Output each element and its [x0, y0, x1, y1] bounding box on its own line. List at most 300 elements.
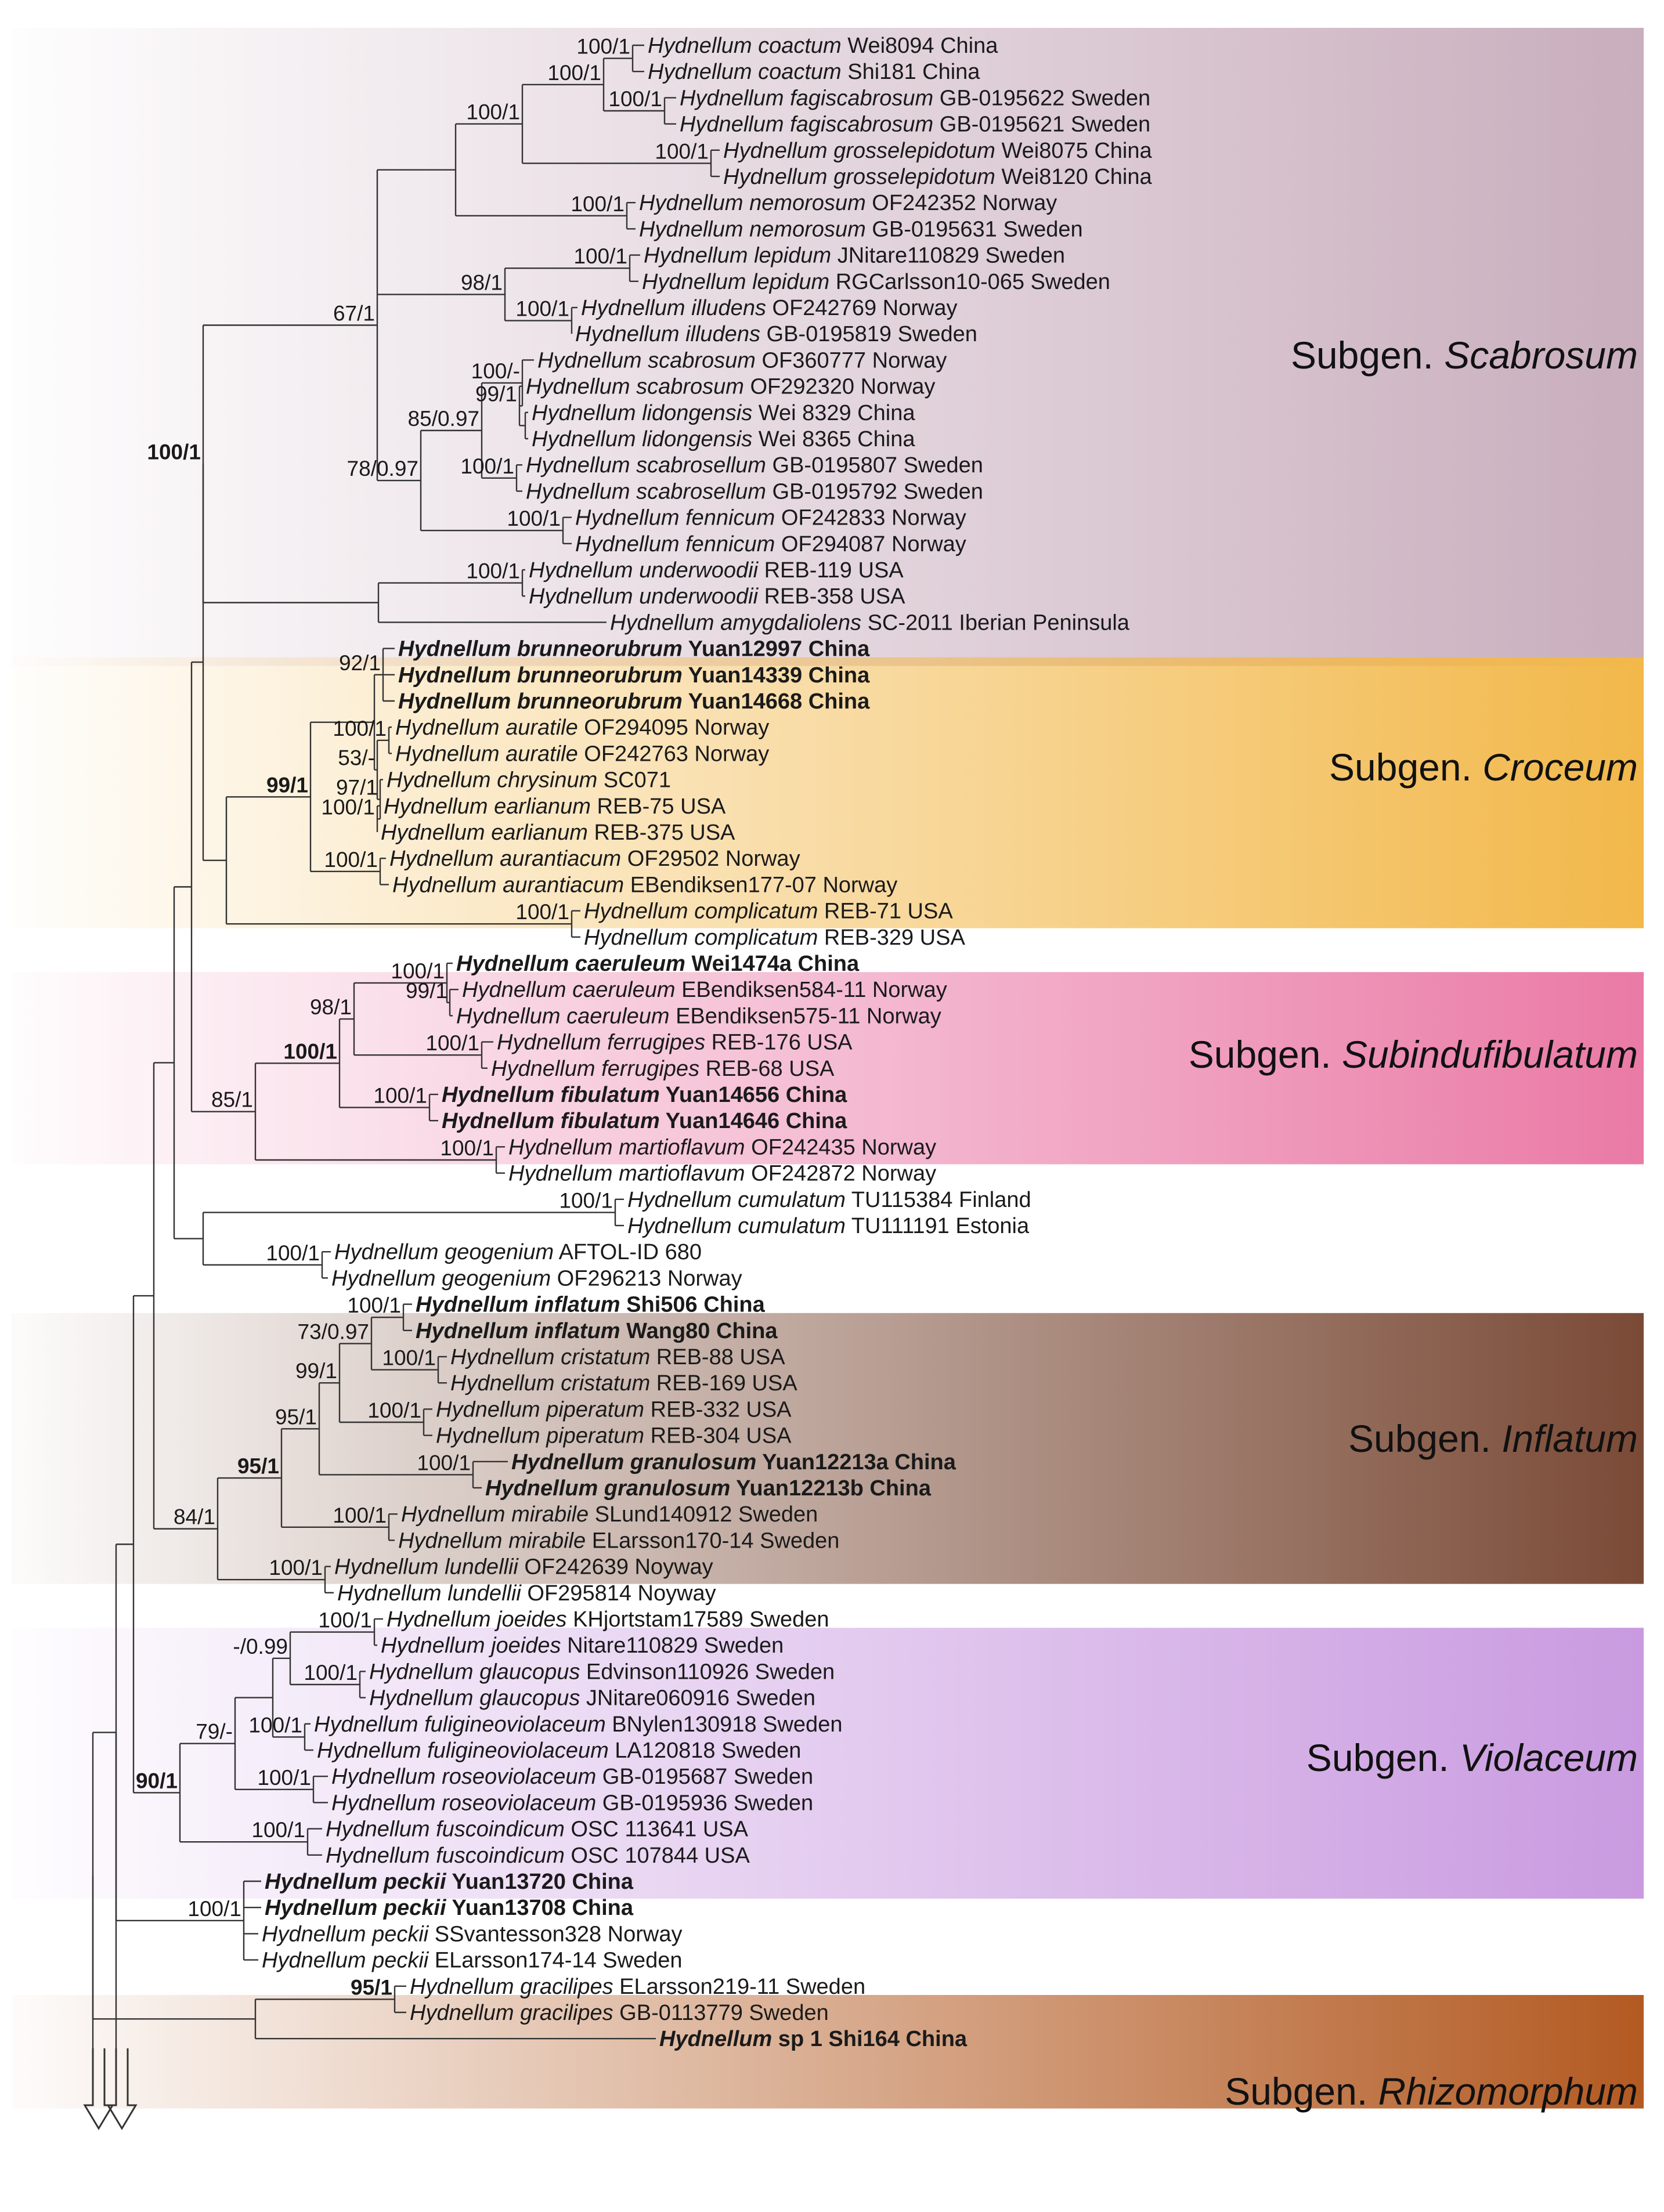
- taxon-genus: Hydnellum: [436, 1397, 540, 1422]
- subgenus-label: [1291, 334, 1638, 377]
- support-value: 100/1: [576, 34, 630, 59]
- taxon-voucher: OF295814 Noyway: [521, 1581, 716, 1606]
- taxon-voucher: BNylen130918 Sweden: [605, 1712, 843, 1737]
- taxon-epithet: mirabile: [505, 1502, 589, 1527]
- taxon-voucher: Yuan12213b China: [730, 1476, 931, 1501]
- support-value: 100/1: [559, 1188, 613, 1213]
- taxon-genus: Hydnellum: [450, 1371, 555, 1396]
- taxon-voucher: GB-0113779 Sweden: [613, 2001, 829, 2025]
- support-value: 100/1: [248, 1713, 302, 1737]
- taxon-voucher: Wang80 China: [620, 1318, 778, 1343]
- taxon-genus: Hydnellum: [526, 374, 630, 399]
- taxon-genus: Hydnellum: [529, 558, 633, 583]
- taxon-voucher: REB-119 USA: [758, 558, 904, 583]
- taxon-label: [265, 1896, 634, 1920]
- taxon-genus: Hydnellum: [532, 400, 636, 425]
- taxon-genus: Hydnellum: [491, 1056, 595, 1081]
- taxon-label: [508, 1162, 936, 1186]
- support-value: 100/1: [266, 1241, 320, 1265]
- taxon-epithet: scabrosum: [630, 374, 744, 399]
- taxon-genus: Hydnellum: [462, 978, 566, 1003]
- taxon-label: [529, 584, 905, 609]
- support-value: 100/1: [318, 1608, 372, 1632]
- taxon-label: [532, 427, 915, 451]
- taxon-epithet: auratile: [499, 715, 578, 740]
- taxon-label: [659, 2027, 968, 2051]
- support-value: 78/0.97: [346, 457, 418, 481]
- support-value: 99/1: [405, 978, 447, 1003]
- support-value: 100/-: [471, 359, 520, 383]
- taxon-epithet: joeides: [490, 1607, 567, 1632]
- taxon-voucher: GB-0195936 Sweden: [596, 1791, 814, 1816]
- taxon-genus: Hydnellum: [381, 1633, 485, 1658]
- taxon-voucher: OF242435 Norway: [745, 1135, 937, 1160]
- taxon-voucher: sp 1 Shi164 China: [772, 2027, 968, 2052]
- taxon-epithet: fuscoindicum: [429, 1817, 565, 1842]
- taxon-label: [627, 1214, 1030, 1238]
- taxon-label: [456, 1004, 941, 1028]
- taxon-epithet: illudens: [685, 296, 766, 320]
- subgenus-label: [1189, 1033, 1638, 1076]
- support-value: 95/1: [275, 1405, 317, 1429]
- taxon-genus: Hydnellum: [644, 243, 748, 268]
- taxon-genus: Hydnellum: [680, 86, 784, 111]
- subgenus-prefix: Subgen.: [1290, 334, 1445, 377]
- support-value: 100/1: [573, 244, 627, 269]
- subgenus-prefix: Subgen.: [1225, 2070, 1378, 2113]
- taxon-epithet: nemorosum: [743, 191, 866, 216]
- taxon-epithet: cumulatum: [731, 1214, 846, 1238]
- taxon-label: [491, 1057, 835, 1081]
- taxon-voucher: Yuan14656 China: [659, 1083, 847, 1107]
- taxon-label: [395, 742, 769, 766]
- taxon-label: [334, 1555, 713, 1580]
- taxon-voucher: REB-176 USA: [705, 1030, 853, 1055]
- support-value: 100/1: [324, 847, 378, 872]
- support-value: 79/-: [196, 1719, 233, 1744]
- taxon-genus: Hydnellum: [262, 1922, 366, 1947]
- subgenus-prefix: Subgen.: [1348, 1417, 1502, 1460]
- taxon-genus: Hydnellum: [584, 925, 688, 950]
- taxon-label: [410, 1975, 865, 1999]
- taxon-voucher: Wei1474a China: [685, 952, 860, 976]
- taxon-voucher: GB-0195631 Sweden: [865, 217, 1083, 242]
- taxon-epithet: gracilipes: [514, 1974, 613, 1999]
- support-value: 100/1: [251, 1818, 305, 1842]
- taxon-voucher: Yuan13708 China: [446, 1896, 634, 1921]
- taxon-voucher: EBendiksen584-11 Norway: [675, 978, 947, 1003]
- taxon-genus: Hydnellum: [381, 821, 485, 845]
- taxon-label: [485, 1476, 932, 1501]
- taxon-genus: Hydnellum: [410, 2001, 514, 2025]
- taxon-genus: Hydnellum: [508, 1161, 613, 1186]
- taxon-epithet: gracilipes: [514, 2001, 613, 2025]
- taxon-label: [398, 637, 870, 662]
- taxon-epithet: peckii: [377, 1870, 446, 1894]
- support-value: 100/1: [304, 1661, 358, 1685]
- taxon-epithet: glaucopus: [473, 1660, 580, 1685]
- taxon-genus: Hydnellum: [398, 663, 511, 688]
- taxon-genus: Hydnellum: [529, 584, 633, 609]
- taxon-epithet: peckii: [366, 1948, 429, 1973]
- taxon-label: [627, 1188, 1031, 1212]
- taxon-genus: Hydnellum: [331, 1791, 436, 1816]
- subgenus-label: [1348, 1417, 1638, 1460]
- taxon-genus: Hydnellum: [410, 1974, 514, 1999]
- taxon-label: [410, 2001, 829, 2025]
- taxon-genus: Hydnellum: [265, 1896, 378, 1921]
- taxon-genus: Hydnellum: [581, 296, 685, 320]
- taxon-voucher: Shi506 China: [620, 1292, 765, 1317]
- taxon-label: [331, 1266, 742, 1291]
- taxon-epithet: lepidum: [746, 269, 830, 294]
- taxon-genus: Hydnellum: [416, 1318, 529, 1343]
- taxon-genus: Hydnellum: [537, 348, 642, 373]
- support-value: 100/1: [655, 139, 709, 164]
- taxon-label: [369, 1660, 835, 1684]
- subgenus-label: [1329, 746, 1638, 789]
- taxon-genus: Hydnellum: [532, 427, 636, 451]
- taxon-voucher: GB-0195687 Sweden: [596, 1765, 814, 1790]
- support-value: 73/0.97: [297, 1320, 369, 1344]
- taxon-voucher: REB-304 USA: [644, 1423, 792, 1448]
- taxon-epithet: grosselepidotum: [827, 138, 995, 163]
- support-value: 98/1: [460, 270, 503, 295]
- taxon-voucher: LA120818 Sweden: [608, 1738, 802, 1763]
- taxon-genus: Hydnellum: [262, 1948, 366, 1973]
- taxon-voucher: Yuan12213a China: [756, 1450, 956, 1474]
- taxon-label: [442, 1083, 847, 1107]
- taxon-voucher: Yuan14668 China: [682, 689, 870, 714]
- taxon-voucher: OF242763 Norway: [577, 742, 770, 767]
- taxon-epithet: fagiscabrosum: [784, 86, 934, 111]
- support-value: 100/1: [373, 1083, 427, 1108]
- taxon-epithet: cristatum: [554, 1345, 651, 1369]
- subgenus-name: Croceum: [1482, 746, 1638, 789]
- taxon-label: [680, 86, 1150, 110]
- taxon-epithet: illudens: [679, 322, 760, 347]
- taxon-label: [381, 1633, 784, 1658]
- taxon-genus: Hydnellum: [485, 1476, 598, 1501]
- taxon-genus: Hydnellum: [331, 1765, 436, 1790]
- support-value: 84/1: [173, 1505, 215, 1529]
- support-value: 99/1: [475, 382, 517, 406]
- taxon-genus: Hydnellum: [508, 1135, 613, 1160]
- taxon-voucher: Edvinson110926 Sweden: [580, 1660, 835, 1685]
- taxon-voucher: SC071: [597, 768, 671, 793]
- taxon-voucher: OSC 107844 USA: [564, 1843, 750, 1868]
- taxon-label: [331, 1765, 813, 1789]
- taxon-label: [575, 322, 977, 346]
- support-value: 53/-: [338, 746, 375, 770]
- taxon-label: [575, 506, 966, 530]
- taxon-epithet: lidongensis: [636, 427, 753, 451]
- taxon-epithet: peckii: [377, 1896, 446, 1921]
- taxon-epithet: martioflavum: [612, 1135, 745, 1160]
- taxon-genus: Hydnellum: [511, 1450, 625, 1474]
- taxon-genus: Hydnellum: [401, 1502, 506, 1527]
- taxon-epithet: lepidum: [748, 243, 832, 268]
- taxon-label: [526, 375, 935, 399]
- taxon-label: [401, 1502, 818, 1527]
- taxon-epithet: piperatum: [540, 1423, 645, 1448]
- support-value: 100/1: [425, 1031, 479, 1056]
- taxon-label: [462, 978, 947, 1002]
- support-value: 100/1: [333, 1503, 387, 1527]
- taxon-label: [508, 1135, 936, 1159]
- taxon-genus: Hydnellum: [398, 637, 511, 662]
- support-value: 100/1: [466, 100, 520, 124]
- taxon-label: [389, 847, 800, 871]
- taxon-genus: Hydnellum: [436, 1423, 540, 1448]
- taxon-label: [331, 1791, 813, 1815]
- taxon-epithet: caeruleum: [560, 1004, 670, 1029]
- taxon-epithet: caeruleum: [569, 952, 685, 976]
- taxon-label: [314, 1712, 842, 1737]
- taxon-label: [436, 1424, 792, 1448]
- taxon-label: [387, 768, 671, 793]
- taxon-voucher: OF294095 Norway: [577, 715, 770, 740]
- taxon-genus: Hydnellum: [442, 1109, 555, 1134]
- taxon-genus: Hydnellum: [326, 1817, 430, 1842]
- support-value: 99/1: [266, 773, 308, 797]
- taxon-voucher: REB-68 USA: [699, 1056, 835, 1081]
- taxon-voucher: GB-0195792 Sweden: [766, 479, 983, 504]
- taxon-label: [326, 1844, 750, 1868]
- taxon-epithet: peckii: [366, 1922, 429, 1947]
- taxon-genus: Hydnellum: [265, 1870, 378, 1894]
- support-value: 97/1: [335, 775, 378, 800]
- taxon-voucher: REB-88 USA: [650, 1345, 785, 1369]
- taxon-genus: Hydnellum: [387, 1607, 491, 1632]
- taxon-voucher: KHjortstam17589 Sweden: [566, 1607, 829, 1632]
- taxon-label: [680, 113, 1150, 137]
- support-value: 92/1: [338, 650, 381, 675]
- taxon-voucher: REB-329 USA: [818, 925, 965, 950]
- taxon-genus: Hydnellum: [642, 269, 746, 294]
- support-value: -/0.99: [233, 1634, 288, 1658]
- taxon-label: [450, 1345, 785, 1369]
- taxon-label: [584, 926, 965, 950]
- taxon-epithet: fibulatum: [554, 1083, 660, 1107]
- taxon-voucher: JNitare060916 Sweden: [580, 1686, 815, 1711]
- taxon-epithet: aurantiacum: [496, 873, 625, 898]
- taxon-label: [398, 689, 870, 714]
- taxon-genus: Hydnellum: [627, 1187, 732, 1212]
- taxon-epithet: fuscoindicum: [429, 1843, 565, 1868]
- taxon-genus: Hydnellum: [723, 165, 828, 189]
- support-value: 99/1: [295, 1359, 337, 1383]
- support-value: 100/1: [417, 1451, 471, 1475]
- taxon-label: [723, 165, 1152, 189]
- taxon-epithet: ferrugipes: [595, 1056, 700, 1081]
- taxon-label: [398, 663, 870, 688]
- taxon-epithet: earlianum: [485, 821, 588, 845]
- taxon-genus: Hydnellum: [389, 847, 494, 872]
- taxon-voucher: TU115384 Finland: [845, 1187, 1031, 1212]
- taxon-epithet: ferrugipes: [601, 1030, 706, 1055]
- taxon-label: [262, 1949, 683, 1973]
- taxon-voucher: OF296213 Norway: [551, 1266, 742, 1291]
- taxon-label: [369, 1686, 815, 1711]
- taxon-genus: Hydnellum: [648, 60, 752, 85]
- taxon-genus: Hydnellum: [392, 873, 497, 898]
- taxon-voucher: Yuan12997 China: [682, 637, 870, 662]
- taxon-genus: Hydnellum: [331, 1266, 436, 1291]
- taxon-label: [639, 217, 1083, 241]
- support-value: 85/1: [211, 1087, 253, 1112]
- taxon-genus: Hydnellum: [369, 1686, 474, 1711]
- taxon-genus: Hydnellum: [334, 1555, 439, 1580]
- taxon-genus: Hydnellum: [416, 1292, 529, 1317]
- taxon-epithet: caeruleum: [566, 978, 676, 1003]
- taxon-voucher: OF242872 Norway: [745, 1161, 937, 1186]
- taxon-genus: Hydnellum: [398, 1528, 503, 1553]
- taxon-label: [511, 1450, 956, 1474]
- taxon-epithet: nemorosum: [743, 217, 866, 242]
- taxon-voucher: ELarsson174-14 Sweden: [428, 1948, 683, 1973]
- support-value: 100/1: [257, 1765, 311, 1790]
- taxon-epithet: aurantiacum: [493, 847, 622, 872]
- support-value: 100/1: [440, 1136, 494, 1160]
- taxon-epithet: brunneorubrum: [511, 689, 683, 714]
- taxon-epithet: piperatum: [540, 1397, 645, 1422]
- taxon-voucher: REB-75 USA: [590, 794, 726, 819]
- taxon-label: [436, 1397, 792, 1422]
- taxon-epithet: brunneorubrum: [511, 663, 683, 688]
- taxon-genus: Hydnellum: [639, 191, 743, 216]
- support-value: 100/1: [347, 1293, 401, 1318]
- taxon-label: [537, 348, 947, 373]
- taxon-label: [644, 244, 1065, 268]
- taxon-voucher: OF242639 Noyway: [518, 1555, 713, 1580]
- taxon-epithet: geogenium: [438, 1240, 554, 1265]
- taxon-epithet: lundellii: [438, 1555, 518, 1580]
- taxon-genus: Hydnellum: [334, 1240, 439, 1265]
- taxon-epithet: fennicum: [679, 532, 775, 556]
- taxon-epithet: earlianum: [488, 794, 591, 819]
- taxon-genus: Hydnellum: [584, 899, 688, 924]
- taxon-epithet: fibulatum: [554, 1109, 660, 1134]
- taxon-genus: Hydnellum: [450, 1345, 555, 1369]
- taxon-epithet: fagiscabrosum: [784, 112, 934, 137]
- taxon-voucher: OF242769 Norway: [766, 296, 958, 320]
- taxon-voucher: GB-0195622 Sweden: [933, 86, 1151, 111]
- taxon-label: [450, 1371, 797, 1396]
- taxon-label: [416, 1319, 778, 1343]
- taxon-genus: Hydnellum: [575, 505, 680, 530]
- taxon-label: [265, 1870, 634, 1894]
- taxon-epithet: inflatum: [528, 1318, 620, 1343]
- taxon-label: [526, 479, 983, 504]
- taxon-epithet: cristatum: [554, 1371, 651, 1396]
- taxon-genus: Hydnellum: [526, 453, 630, 478]
- taxon-epithet: glaucopus: [473, 1686, 580, 1711]
- support-value: 100/1: [382, 1346, 436, 1370]
- taxon-voucher: REB-71 USA: [818, 899, 953, 924]
- taxon-epithet: coactum: [752, 60, 842, 85]
- taxon-epithet: coactum: [752, 34, 842, 58]
- taxon-genus: Hydnellum: [648, 34, 752, 58]
- taxon-voucher: Wei 8329 China: [752, 400, 915, 425]
- support-value: 100/1: [321, 795, 375, 819]
- taxon-genus: Hydnellum: [326, 1843, 430, 1868]
- taxon-epithet: underwoodii: [633, 584, 759, 609]
- support-value: 100/1: [515, 297, 569, 321]
- support-value: 100/1: [333, 716, 387, 740]
- taxon-label: [584, 899, 953, 924]
- taxon-voucher: REB-375 USA: [587, 821, 735, 845]
- taxon-epithet: roseoviolaceum: [435, 1791, 597, 1816]
- taxon-label: [526, 453, 983, 478]
- taxon-genus: Hydnellum: [369, 1660, 474, 1685]
- taxon-voucher: OF242833 Norway: [775, 505, 966, 530]
- taxon-label: [610, 610, 1130, 635]
- subgenus-prefix: Subgen.: [1306, 1736, 1460, 1779]
- taxon-genus: Hydnellum: [610, 610, 714, 635]
- taxon-voucher: Wei8094 China: [841, 34, 998, 58]
- support-value: 100/1: [147, 440, 201, 464]
- taxon-voucher: OF360777 Norway: [755, 348, 947, 373]
- taxon-epithet: fennicum: [679, 505, 775, 530]
- support-value: 100/1: [608, 87, 662, 111]
- taxon-label: [384, 794, 726, 819]
- taxon-voucher: OSC 113641 USA: [564, 1817, 748, 1842]
- support-value: 95/1: [350, 1975, 392, 2000]
- subgenus-name: Scabrosum: [1444, 334, 1638, 377]
- taxon-label: [337, 1581, 716, 1606]
- support-value: 98/1: [309, 995, 352, 1020]
- taxon-epithet: amygdaliolens: [714, 610, 862, 635]
- subgenus-prefix: Subgen.: [1329, 746, 1483, 789]
- taxon-voucher: REB-358 USA: [758, 584, 905, 609]
- taxon-epithet: joeides: [485, 1633, 561, 1658]
- taxon-voucher: TU111191 Estonia: [845, 1214, 1030, 1238]
- taxon-genus: Hydnellum: [456, 1004, 561, 1029]
- taxon-label: [532, 401, 915, 425]
- taxon-epithet: mirabile: [502, 1528, 586, 1553]
- taxon-epithet: complicatum: [688, 899, 818, 924]
- subgenus-label: [1225, 2070, 1638, 2113]
- taxon-voucher: Wei8075 China: [995, 138, 1152, 163]
- taxon-voucher: ELarsson170-14 Sweden: [586, 1528, 840, 1553]
- taxon-epithet: underwoodii: [633, 558, 759, 583]
- taxon-label: [723, 139, 1152, 163]
- taxon-label: [581, 296, 957, 320]
- subgenus-name: Inflatum: [1501, 1417, 1638, 1460]
- taxon-voucher: REB-332 USA: [644, 1397, 792, 1422]
- taxon-epithet: inflatum: [528, 1292, 620, 1317]
- taxon-voucher: Wei 8365 China: [752, 427, 915, 451]
- taxon-epithet: granulosum: [598, 1476, 731, 1501]
- taxon-label: [529, 558, 904, 583]
- support-value: 100/1: [515, 900, 569, 924]
- taxon-epithet: scabrosellum: [630, 453, 766, 478]
- taxon-genus: Hydnellum: [627, 1214, 732, 1238]
- taxon-label: [262, 1922, 683, 1946]
- support-value: 100/1: [187, 1896, 241, 1921]
- taxon-epithet: grosselepidotum: [827, 165, 995, 189]
- taxon-label: [648, 34, 998, 58]
- taxon-epithet: cumulatum: [731, 1187, 846, 1212]
- taxon-label: [642, 270, 1110, 294]
- taxon-voucher: EBendiksen575-11 Norway: [669, 1004, 941, 1029]
- taxon-label: [442, 1109, 847, 1133]
- taxon-label: [392, 873, 897, 897]
- taxon-genus: Hydnellum: [314, 1712, 418, 1737]
- taxon-voucher: RGCarlsson10-065 Sweden: [829, 269, 1110, 294]
- taxon-epithet: lundellii: [441, 1581, 521, 1606]
